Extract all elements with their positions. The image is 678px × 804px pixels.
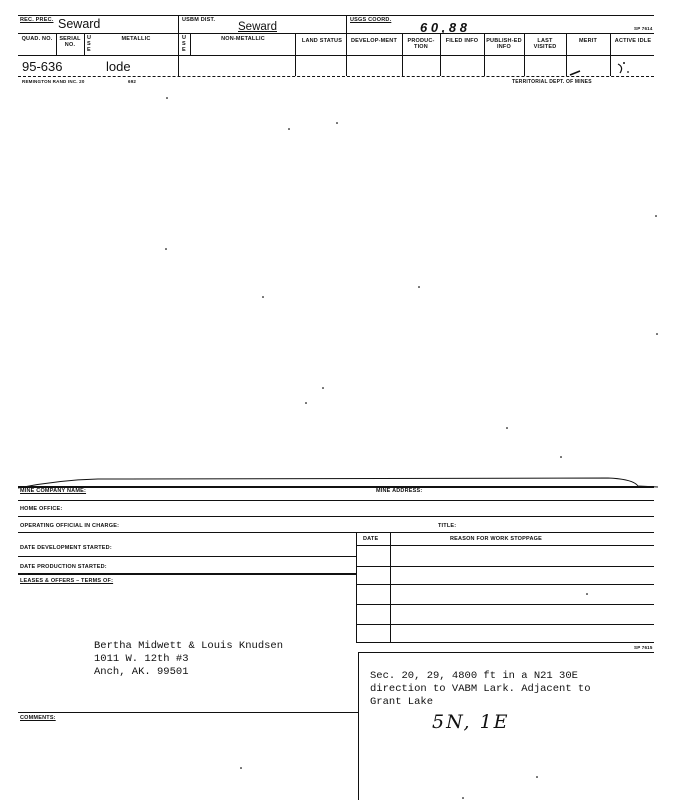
col-quad-no: QUAD. NO. (21, 36, 53, 42)
card-edge (18, 474, 658, 492)
location-line-3: Grant Lake (370, 696, 434, 708)
date-col-label: DATE (363, 536, 379, 542)
home-office-label: HOME OFFICE: (20, 506, 63, 512)
comments-label: COMMENTS: (20, 715, 56, 721)
col-filed-info: FILED INFO (445, 38, 479, 44)
title-label: TITLE: (438, 523, 457, 529)
usgs-coord-label: USGS COORD. (350, 17, 392, 23)
col-serial-no: SERIAL NO. (59, 36, 81, 48)
col-published-info: PUBLISH-ED INFO (486, 38, 522, 50)
col-merit: MERIT (578, 38, 598, 44)
mine-address-label: MINE ADDRESS: (376, 488, 423, 494)
leases-offers-label: LEASES & OFFERS – TERMS OF: (20, 578, 114, 584)
owner-line-2: 1011 W. 12th #3 (94, 653, 189, 665)
col-last-visited: LAST VISITED (533, 38, 557, 50)
col-land-status: LAND STATUS (301, 38, 343, 44)
mine-company-name-label: MINE COMPANY NAME: (20, 488, 87, 494)
rec-prec-value: Seward (58, 17, 101, 31)
col-production: PRODUC-TION (407, 38, 435, 50)
merit-mark (566, 58, 656, 80)
department-label: TERRITORIAL DEPT. OF MINES (512, 79, 592, 85)
col-use-metallic: U S E (87, 35, 92, 53)
printer-line: REMINGTON RAND INC. 20 (22, 79, 85, 84)
usgs-coord-value: 6 0 , 8 8 (420, 20, 467, 35)
form-code-bottom: SP 7615 (634, 645, 653, 650)
rec-prec-label: REC. PREC. (20, 17, 54, 23)
col-use-nonmetallic: U S E (182, 35, 187, 53)
usbm-dist-label: USBM DIST. (182, 17, 216, 23)
owner-line-1: Bertha Midwett & Louis Knudsen (94, 640, 284, 652)
date-prod-started-label: DATE PRODUCTION STARTED: (20, 564, 107, 570)
owner-line-3: Anch, AK. 99501 (94, 666, 189, 678)
quad-value: 95-636 (22, 59, 63, 74)
date-dev-started-label: DATE DEVELOPMENT STARTED: (20, 545, 112, 551)
operating-official-label: OPERATING OFFICIAL IN CHARGE: (20, 523, 120, 529)
location-line-1: Sec. 20, 29, 4800 ft in a N21 30E (370, 670, 578, 682)
col-metallic: METALLIC (121, 36, 151, 42)
form-code-top: SP 7614 (634, 26, 653, 31)
col-non-metallic: NON-METALLIC (221, 36, 265, 42)
printer-code: 692 (128, 79, 137, 84)
location-line-2: direction to VABM Lark. Adjacent to (370, 683, 591, 695)
col-active-idle: ACTIVE IDLE (614, 38, 652, 44)
metallic-value: lode (106, 59, 131, 74)
usbm-dist-value: Seward (238, 21, 277, 33)
reason-col-label: REASON FOR WORK STOPPAGE (450, 536, 542, 542)
col-development: DEVELOP-MENT (350, 38, 398, 44)
location-handwritten: 5N, 1E (432, 711, 510, 733)
